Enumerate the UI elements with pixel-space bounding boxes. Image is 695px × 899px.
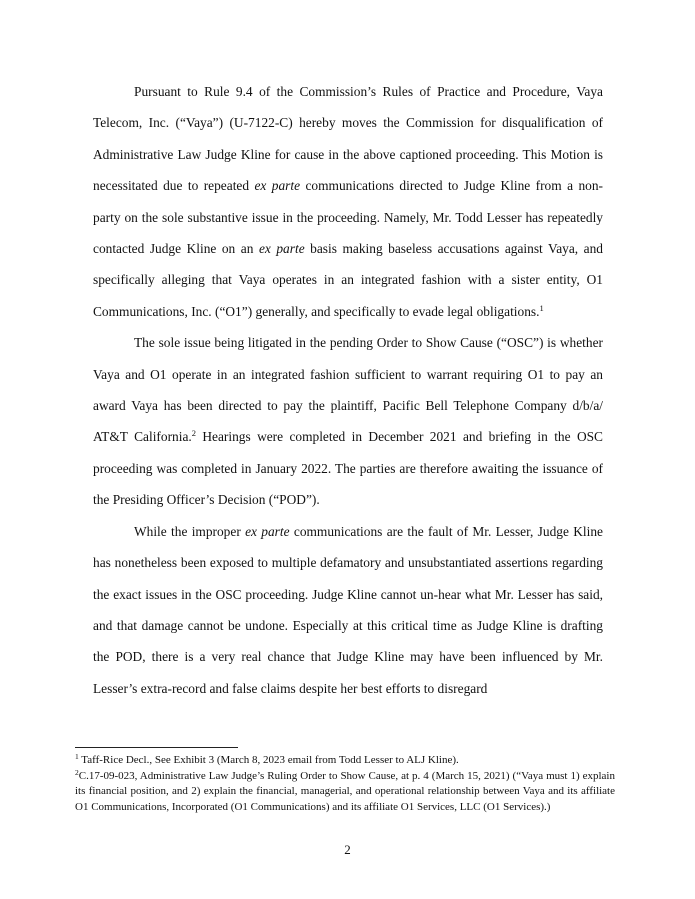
italic-term: ex parte bbox=[258, 241, 305, 257]
paragraph-text: basis making baseless accusations against Vaya, and specifically alleging that Vaya operates in an integrated fashion with a sister entity, O1 Communications, Inc. (“O1”) generally, and specifically to evade legal obligations. bbox=[93, 241, 604, 319]
footnote-divider bbox=[75, 747, 238, 748]
footnote-1 bbox=[75, 753, 615, 769]
paragraph-text: While the improper bbox=[134, 523, 246, 539]
body-text bbox=[93, 76, 603, 704]
paragraph-text: Hearings were completed in December 2021 and briefing in the OSC proceeding was completed in January 2022. The parties are therefore awaiting the issuance of the Presiding Officer’s Decision (“POD”). bbox=[93, 429, 603, 508]
footnote-2 bbox=[75, 769, 615, 816]
paragraph-text: The sole issue being litigated in the pending Order to Show Cause (“OSC”) is whether Vaya and O1 operate in an integrated fashion sufficient to warrant requiring O1 to pay an award Vaya has been directed to pay the plaintiff, Pacific Bell Telephone Company d/b/a/ AT&T California. bbox=[93, 335, 603, 445]
paragraph-text: Pursuant to Rule 9.4 of the Commission’s Rules of Practice and Procedure, Vaya Telecom, Inc. (“Vaya”) (U-7122-C) hereby moves the Commission for disqualification of Administrative Law Judge Kline for cause in the above captioned proceeding. This Motion is necessitated due to repeated bbox=[93, 84, 603, 194]
footnote-ref-1[interactable]: 1 bbox=[539, 302, 544, 313]
italic-term: ex parte bbox=[254, 178, 301, 194]
footnote-number: 1 bbox=[75, 752, 79, 761]
paragraph-text: communications are the fault of Mr. Lesser, Judge Kline has nonetheless been exposed to multiple defamatory and unsubstantiated assertions regarding the exact issues in the OSC proceeding. Judge Kline cannot un-hear what Mr. Lesser has said, and that damage cannot be undone. Especially at this critical time as Judge Kline is drafting the POD, there is a very real chance that Judge Kline may have been influenced by Mr. Lesser’s extra-record and false claims despite her best efforts to disregard bbox=[93, 523, 603, 696]
footnote-ref-2[interactable]: 2 bbox=[191, 428, 196, 439]
footnote-text: C.17-09-023, Administrative Law Judge’s Ruling Order to Show Cause, at p. 4 (March 15, 2021) (“Vaya must 1) explain its financial position, and 2) explain the financial, managerial, and operational relationship between Vaya and its affiliate O1 Communications, Incorporated (O1 Communications) and its affiliate O1 Services, LLC (O1 Services).) bbox=[75, 769, 615, 813]
paragraph-1 bbox=[93, 76, 603, 327]
italic-term: ex parte bbox=[245, 523, 290, 539]
paragraph-2 bbox=[93, 327, 603, 515]
footnote-text: Taff-Rice Decl., See Exhibit 3 (March 8, 2023 email from Todd Lesser to ALJ Kline). bbox=[78, 754, 459, 766]
paragraph-3 bbox=[93, 516, 603, 704]
footnote-number: 2 bbox=[75, 767, 79, 777]
footnotes bbox=[75, 753, 615, 815]
page-number: 2 bbox=[344, 842, 351, 857]
paragraph-text: communications directed to Judge Kline from a non-party on the sole substantive issue in the proceeding. Namely, Mr. Todd Lesser has repeatedly contacted Judge Kline on an bbox=[93, 178, 603, 257]
